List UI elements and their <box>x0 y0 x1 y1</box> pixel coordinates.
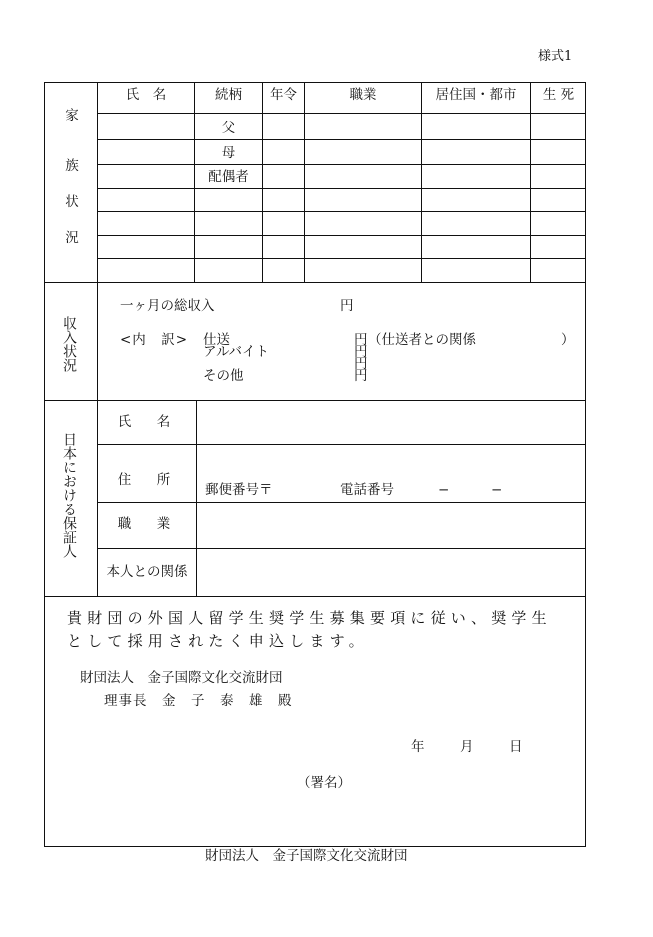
other-yen-2: 円 <box>354 368 368 384</box>
header-name: 氏 名 <box>125 87 167 103</box>
guarantor-address-label: 住 所 <box>117 472 177 488</box>
relation-mother: 母 <box>221 145 236 161</box>
guarantor-occupation-label: 職 業 <box>117 516 177 532</box>
parttime-yen: 円 <box>354 344 368 360</box>
breakdown-label: <内 訳> <box>120 332 189 348</box>
footer-organization: 財団法人 金子国際文化交流財団 <box>205 848 408 864</box>
item-allowance: 仕送 <box>203 332 230 348</box>
family-label-char: 家 <box>65 108 79 124</box>
family-label-char: 族 <box>65 158 79 174</box>
header-occupation: 職業 <box>349 87 377 103</box>
phone-dash-1: − <box>438 482 450 498</box>
header-alive-dead: 生 死 <box>542 87 575 103</box>
item-other: その他 <box>203 368 244 384</box>
income-label: 収入状況 <box>61 316 77 372</box>
form-id: 様式1 <box>538 49 573 64</box>
relation-spouse: 配偶者 <box>208 169 249 185</box>
allowance-yen: 円 <box>354 332 368 348</box>
date-day: 日 <box>509 739 523 755</box>
header-relation: 続柄 <box>215 87 242 103</box>
sender-relation-label: （仕送者との関係 <box>368 332 476 348</box>
item-parttime: アルバイト <box>203 344 270 360</box>
guarantor-label: 日本における保証人 <box>61 432 77 558</box>
other-yen: 円 <box>354 356 368 372</box>
organization-name: 財団法人 金子国際文化交流財団 <box>80 670 283 686</box>
signature-label: （署名） <box>297 775 351 791</box>
sender-relation-close: ） <box>561 332 575 348</box>
guarantor-name-label: 氏 名 <box>117 414 177 430</box>
date-month: 月 <box>460 739 474 755</box>
family-label-char: 況 <box>65 230 79 246</box>
application-line-2: として採用されたく申込します。 <box>67 632 369 650</box>
header-residence: 居住国・都市 <box>435 87 517 103</box>
relation-father: 父 <box>221 120 236 136</box>
date-year: 年 <box>411 739 425 755</box>
monthly-income-label: 一ヶ月の総収入 <box>120 298 215 314</box>
guarantor-relation-label: 本人との関係 <box>106 564 188 580</box>
application-line-1: 貴財団の外国人留学生奨学生募集要項に従い、奨学生 <box>67 609 552 627</box>
form-frame <box>44 82 586 847</box>
header-age: 年令 <box>270 87 297 103</box>
phone-label: 電話番号 <box>340 482 394 498</box>
postal-code-label: 郵便番号〒 <box>205 482 273 498</box>
phone-dash-2: − <box>491 482 503 498</box>
monthly-income-yen: 円 <box>340 298 354 314</box>
chairman-name: 理事長 金 子 泰 雄 殿 <box>104 693 293 709</box>
family-label-char: 状 <box>65 194 79 210</box>
